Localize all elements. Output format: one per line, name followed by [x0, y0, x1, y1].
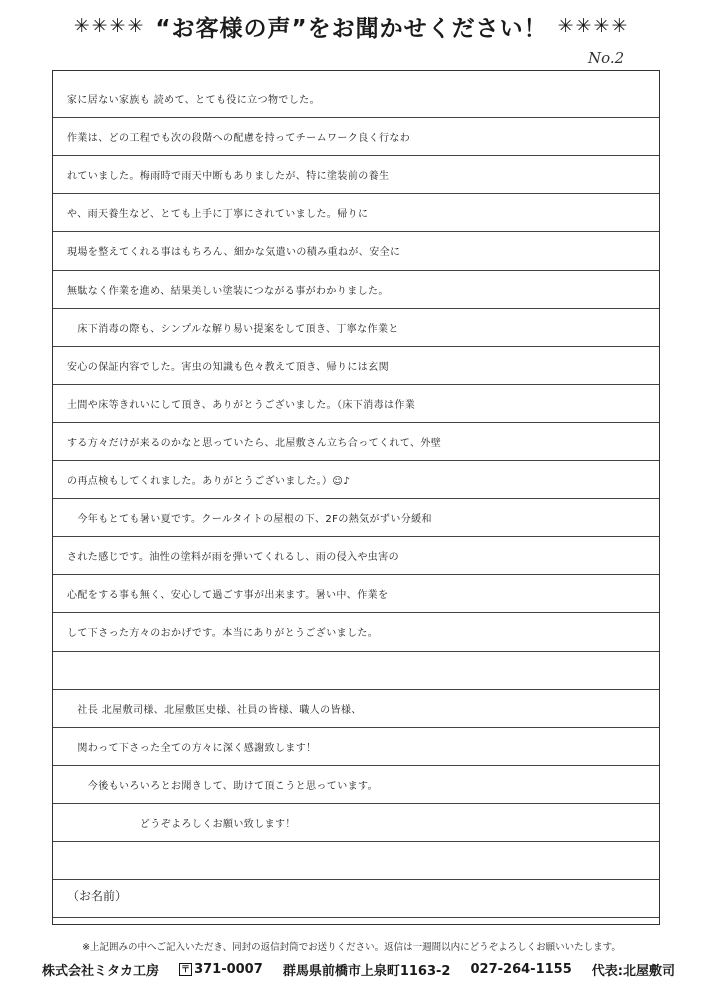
handwritten-line: 現場を整えてくれる事はもちろん、細かな気遣いの積み重ねが、安全に — [67, 247, 401, 259]
ruled-line — [53, 917, 659, 918]
star-decoration-left: ✳✳✳✳ — [73, 15, 146, 37]
handwritten-line: 家に居ない家族も 読めて、とても役に立つ物でした。 — [67, 95, 320, 106]
handwritten-line: や、雨天養生など、とても上手に丁寧にされていました。帰りに — [67, 209, 369, 221]
company-name: 株式会社ミタカ工房 — [42, 963, 160, 979]
postal-code: 371-0007 — [194, 961, 263, 977]
handwritten-line: 床下消毒の際も、シンプルな解り易い提案をして頂き、丁寧な作業と — [67, 323, 399, 335]
handwritten-line: 今後もいろいろとお聞きして、助けて頂こうと思っています。 — [67, 780, 378, 792]
handwritten-line: 無駄なく作業を進め、結果美しい塗装につながる事がわかりました。 — [67, 285, 389, 297]
handwritten-line: 心配をする事も無く、安心して過ごす事が出来ます。暑い中、作業を — [67, 590, 389, 602]
form-header — [0, 6, 703, 46]
handwritten-line: れていました。梅雨時で雨天中断もありましたが、特に塗装前の養生 — [67, 171, 390, 183]
handwritten-line: 安心の保証内容でした。害虫の知識も色々教えて頂き、帰りには玄関 — [67, 361, 389, 373]
handwritten-line: する方々だけが来るのかなと思っていたら、北屋敷さん立ち合ってくれて、外壁 — [67, 437, 442, 449]
form-title: “お客様の声”をお聞かせください！ — [155, 15, 548, 42]
phone-number: 027-264-1155 — [470, 961, 572, 977]
handwritten-line: 関わって下さった全ての方々に深く感謝致します！ — [67, 742, 317, 754]
postal-mark-icon: 〒 — [181, 964, 191, 975]
address: 群馬県前橋市上泉町1163-2 — [282, 963, 451, 979]
name-field-label: （お名前） — [67, 889, 128, 903]
page-number: No.2 — [588, 49, 625, 67]
handwritten-line: 社長 北屋敷司様、北屋敷匡史様、社員の皆様、職人の皆様、 — [67, 704, 362, 716]
handwritten-line: どうぞよろしくお願い致します！ — [67, 818, 296, 830]
handwritten-line — [53, 844, 659, 882]
handwritten-line: された感じです。油性の塗料が雨を弾いてくれるし、雨の侵入や虫害の — [67, 552, 399, 564]
return-notice: ※上記囲みの中へご記入いただき、同封の返信封筒でお送りください。返信は一週間以内にどうぞよろしくお願いいたします。 — [82, 942, 621, 953]
handwritten-line: 土間や床等きれいにして頂き、ありがとうございました。（床下消毒は作業 — [67, 399, 416, 411]
handwritten-line: 作業は、どの工程でも次の段階への配慮を持ってチームワーク良く行なわ — [67, 133, 411, 145]
handwritten-line — [53, 654, 659, 692]
handwritten-line: の再点検もしてくれました。ありがとうございました。）☺♪ — [67, 476, 351, 487]
company-footer — [42, 958, 675, 980]
handwritten-line: 今年もとても暑い夏です。クールタイトの屋根の下、2Fの熱気がずい分緩和 — [67, 514, 432, 526]
star-decoration-right: ✳✳✳✳ — [557, 15, 630, 37]
handwritten-line: して下さった方々のおかげです。本当にありがとうございました。 — [67, 628, 379, 640]
postal-address — [179, 962, 263, 977]
representative: 代表:北屋敷司 — [591, 963, 675, 979]
letter-sheet — [52, 70, 660, 925]
